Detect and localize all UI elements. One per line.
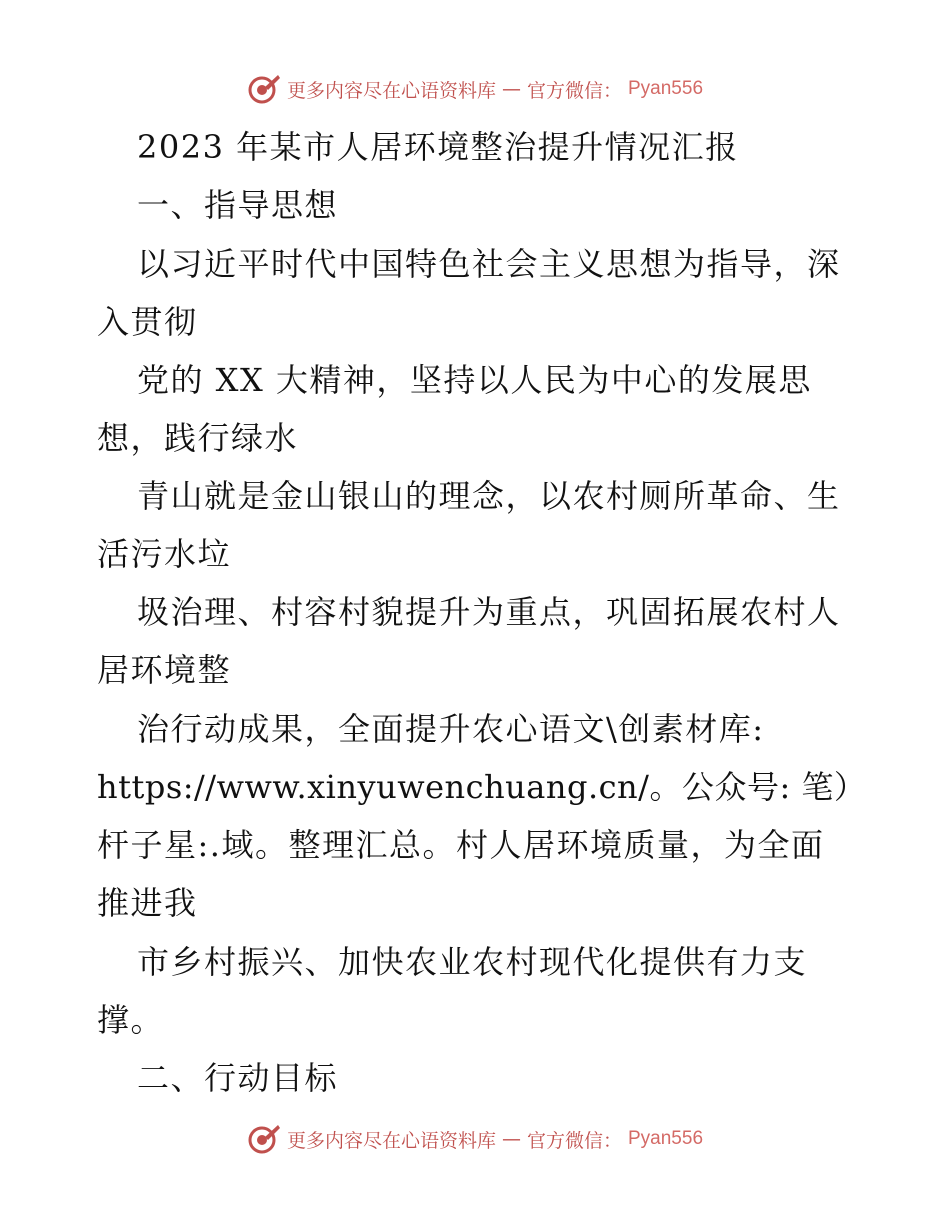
wechat-label: 官方微信： — [526, 79, 622, 102]
watermark-separator: — — [501, 78, 521, 100]
watermark-text: 更多内容尽在心语资料库 — [286, 1129, 496, 1152]
wechat-id: Pyan556 — [628, 1128, 704, 1149]
watermark-text: 更多内容尽在心语资料库 — [286, 79, 496, 102]
paragraph-line: 青山就是金山银山的理念，以农村厕所革命、生 — [137, 477, 841, 515]
pen-logo-icon — [247, 72, 281, 106]
paragraph-line: 市乡村振兴、加快农业农村现代化提供有力支 — [137, 943, 808, 981]
paragraph-line: 推进我 — [97, 884, 198, 922]
document-title: 2023 年某市人居环境整治提升情况汇报 — [137, 128, 739, 166]
paragraph-line: 治行动成果，全面提升农心语文\创素材库: — [137, 710, 765, 748]
paragraph-line-url: https://www.xinyuwenchuang.cn/。公众号: 笔） — [97, 768, 867, 806]
paragraph-line: 活污水垃 — [97, 535, 232, 573]
paragraph-line: 撑。 — [97, 1001, 165, 1039]
section-heading: 一、指导思想 — [137, 186, 339, 224]
paragraph-line: 以习近平时代中国特色社会主义思想为指导，深 — [137, 245, 841, 283]
paragraph-line: 想，践行绿水 — [97, 419, 299, 457]
wechat-label: 官方微信： — [526, 1129, 622, 1152]
pen-logo-icon — [247, 1122, 281, 1156]
watermark-separator: — — [501, 1128, 521, 1150]
paragraph-line: 居环境整 — [97, 651, 232, 689]
paragraph-line: 党的 XX 大精神，坚持以人民为中心的发展思 — [137, 361, 812, 399]
paragraph-line: 圾治理、村容村貌提升为重点，巩固拓展农村人 — [137, 593, 841, 631]
paragraph-line: 杆子星:.域。整理汇总。村人居环境质量，为全面 — [97, 826, 825, 864]
wechat-id: Pyan556 — [628, 78, 704, 99]
section-heading: 二、行动目标 — [137, 1059, 339, 1097]
paragraph-line: 入贯彻 — [97, 303, 198, 341]
header-watermark — [0, 72, 950, 106]
footer-watermark — [0, 1122, 950, 1156]
